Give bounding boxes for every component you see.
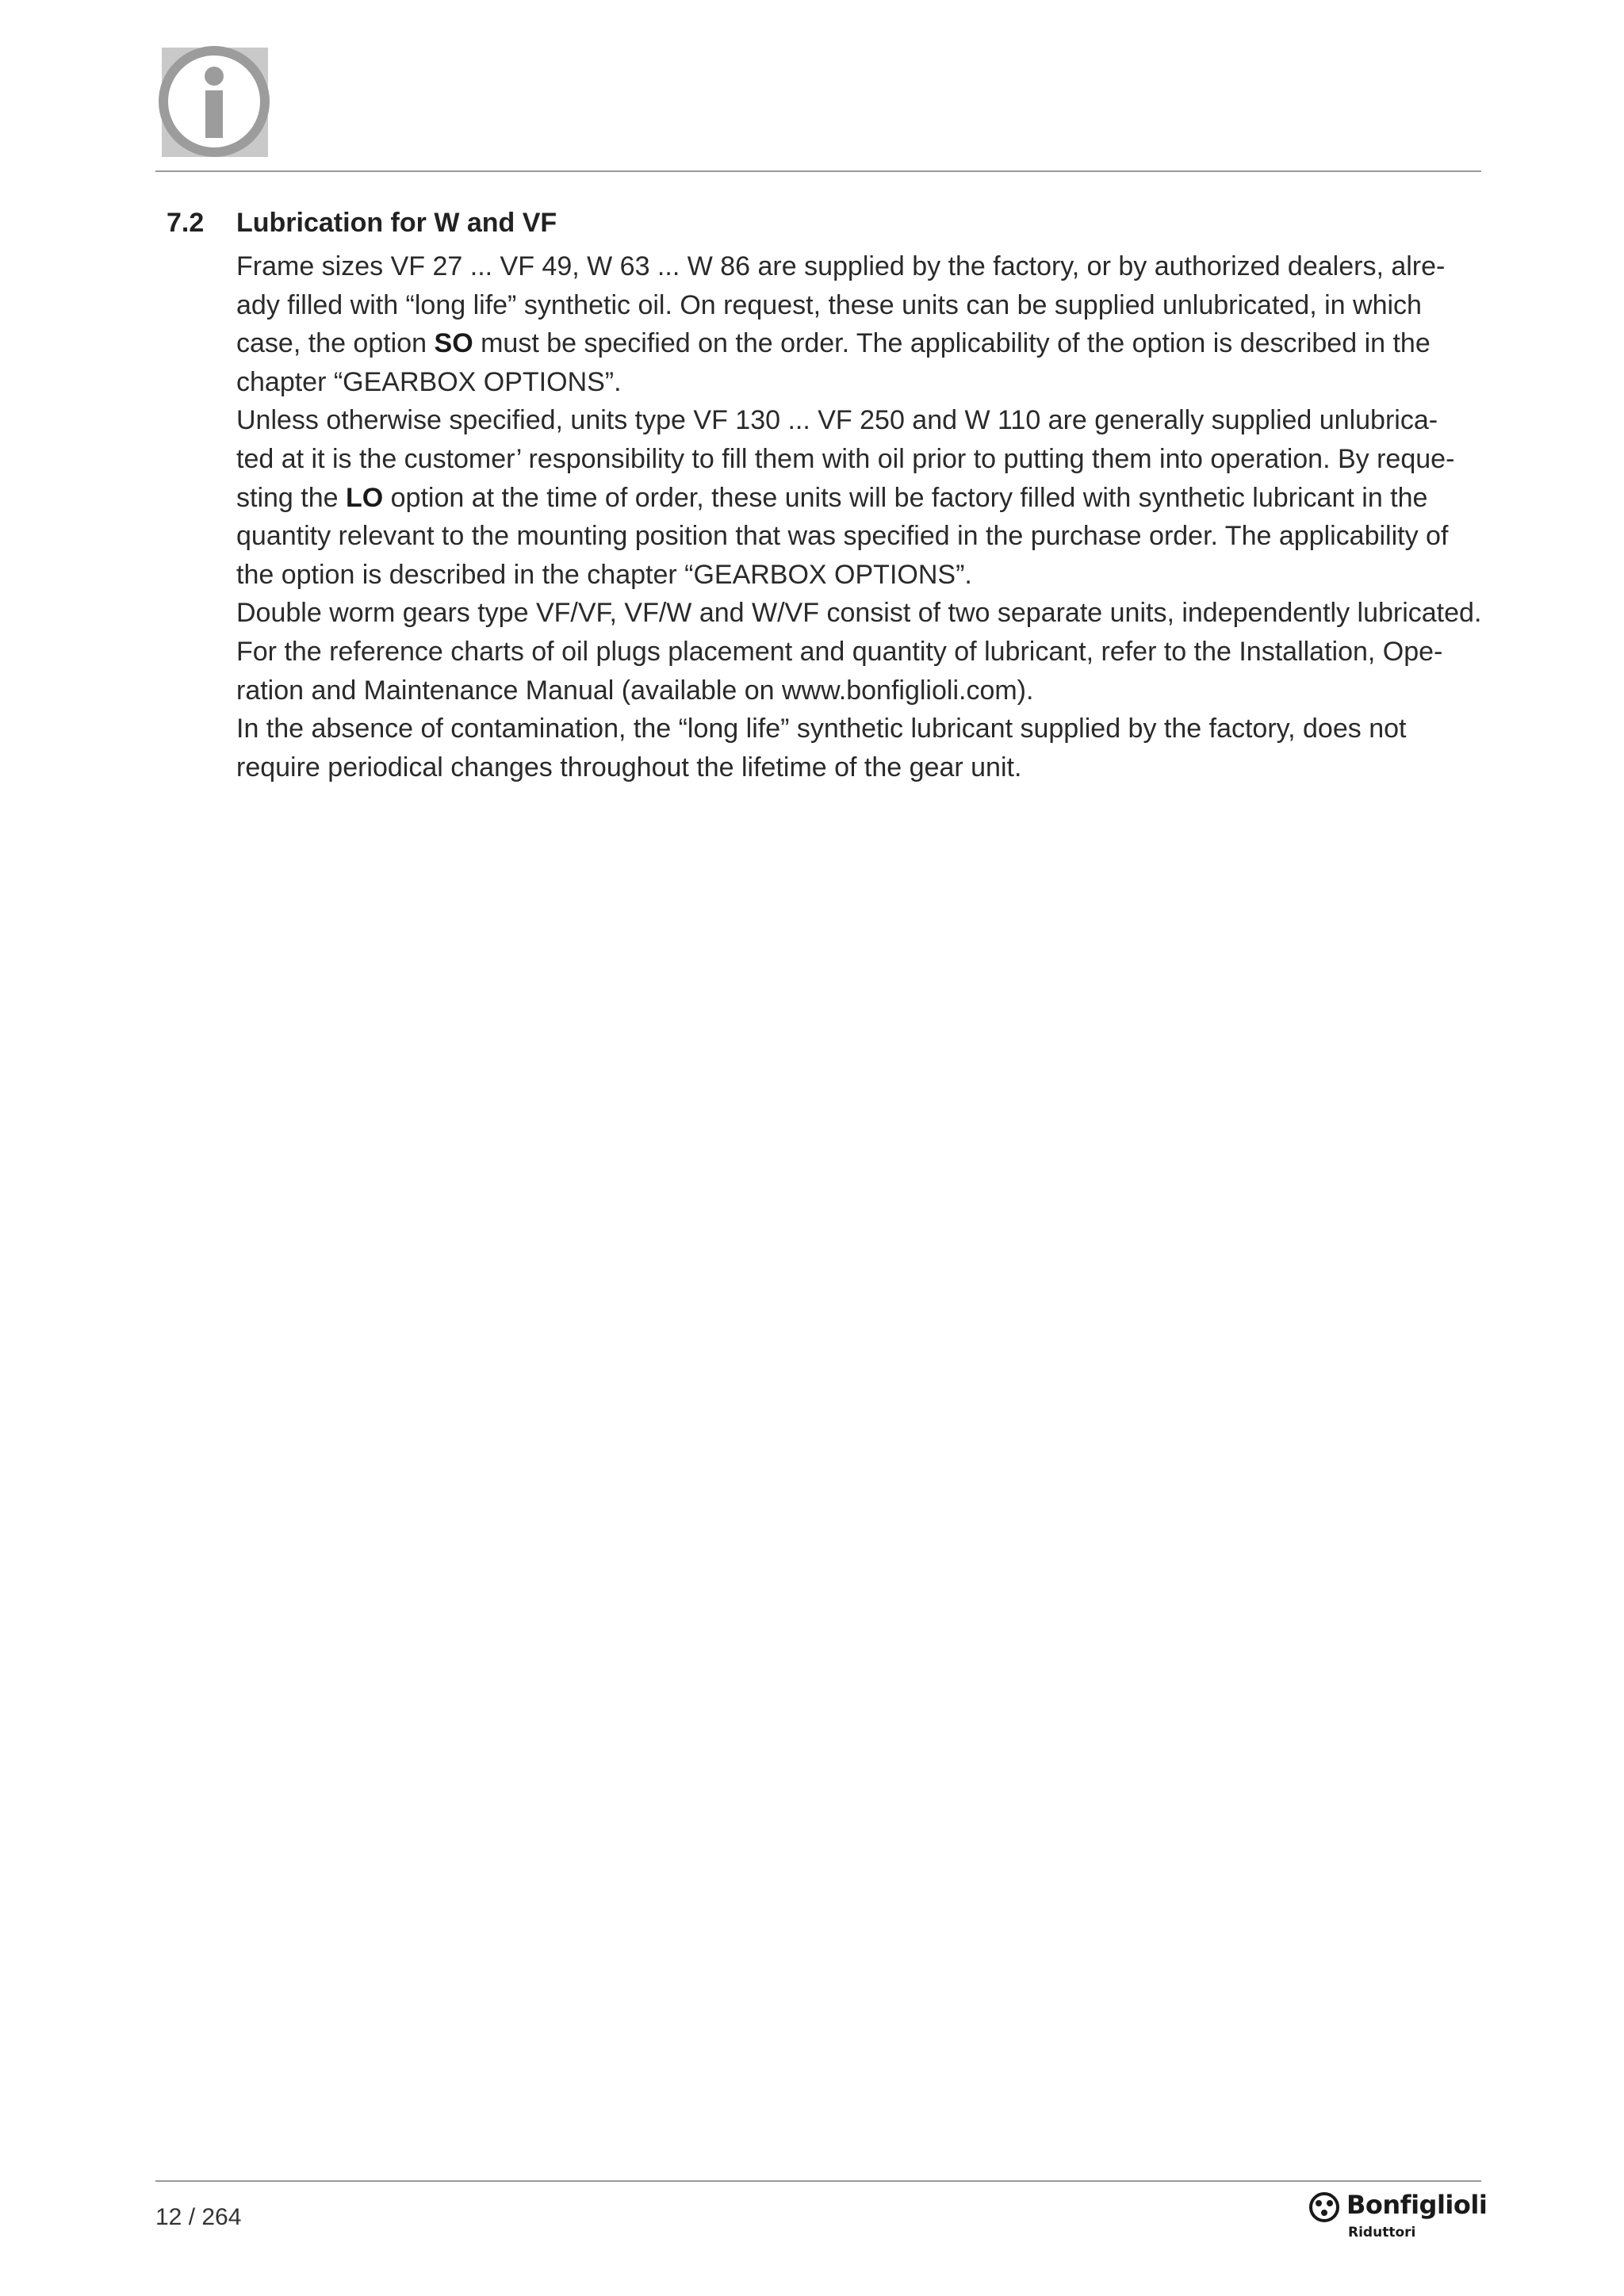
info-icon xyxy=(155,43,273,160)
body-line xyxy=(236,633,1489,672)
text-run: require periodical changes throughout the lifetime of the gear unit. xyxy=(236,752,1022,783)
body-line xyxy=(236,440,1489,479)
text-run: case, the option xyxy=(236,328,435,359)
body-line xyxy=(236,286,1489,325)
text-run: Frame sizes VF 27 ... VF 49, W 63 ... W 86 are supplied by the factory, or by authorized dealers, alre- xyxy=(236,251,1446,281)
section-title: Lubrication for W and VF xyxy=(236,208,557,238)
text-run: the option is described in the chapter “GEARBOX OPTIONS”. xyxy=(236,559,972,590)
body-line xyxy=(236,363,1489,402)
brand-logo xyxy=(1308,2190,1488,2245)
body-line xyxy=(236,247,1489,286)
option-code: LO xyxy=(345,482,384,513)
text-run: sting the xyxy=(236,482,346,513)
body-line xyxy=(236,748,1489,787)
header-divider xyxy=(155,170,1481,172)
body-text xyxy=(236,247,1489,786)
text-run: quantity relevant to the mounting position that was specified in the purchase order. The applicability of xyxy=(236,521,1449,552)
text-run: ady filled with “long life” synthetic oil. On request, these units can be supplied unlubricated, in which xyxy=(236,289,1422,320)
body-line xyxy=(236,672,1489,710)
brand-name: Bonfiglioli xyxy=(1346,2190,1488,2220)
body-line xyxy=(236,710,1489,748)
body-line xyxy=(236,594,1489,633)
text-run: For the reference charts of oil plugs placement and quantity of lubricant, refer to the Installation, Ope- xyxy=(236,636,1443,667)
body-line xyxy=(236,479,1489,518)
text-run: ted at it is the customer’ responsibility to fill them with oil prior to putting them into operation. By reque- xyxy=(236,443,1455,474)
body-line xyxy=(236,517,1489,556)
option-code: SO xyxy=(434,328,473,359)
text-run: In the absence of contamination, the “long life” synthetic lubricant supplied by the factory, does not xyxy=(236,714,1407,744)
section-number: 7.2 xyxy=(167,208,205,238)
section-heading xyxy=(167,208,557,239)
brand-subtitle: Riduttori xyxy=(1348,2225,1416,2241)
text-run: ration and Maintenance Manual (available on www.bonfiglioli.com). xyxy=(236,675,1034,706)
text-run: must be specified on the order. The applicability of the option is described in the xyxy=(473,328,1431,359)
text-run: Double worm gears type VF/VF, VF/W and W/VF consist of two separate units, independently lubricated. xyxy=(236,598,1482,629)
body-line xyxy=(236,401,1489,440)
text-run: Unless otherwise specified, units type VF 130 ... VF 250 and W 110 are generally supplied unlubrica- xyxy=(236,405,1438,436)
text-run: chapter “GEARBOX OPTIONS”. xyxy=(236,366,622,397)
page-number: 12 / 264 xyxy=(155,2204,242,2230)
body-line xyxy=(236,324,1489,363)
footer-divider xyxy=(155,2180,1481,2182)
text-run: option at the time of order, these units will be factory filled with synthetic lubricant in the xyxy=(383,482,1428,513)
bonfiglioli-logo-icon xyxy=(1308,2191,1340,2223)
body-line xyxy=(236,556,1489,595)
